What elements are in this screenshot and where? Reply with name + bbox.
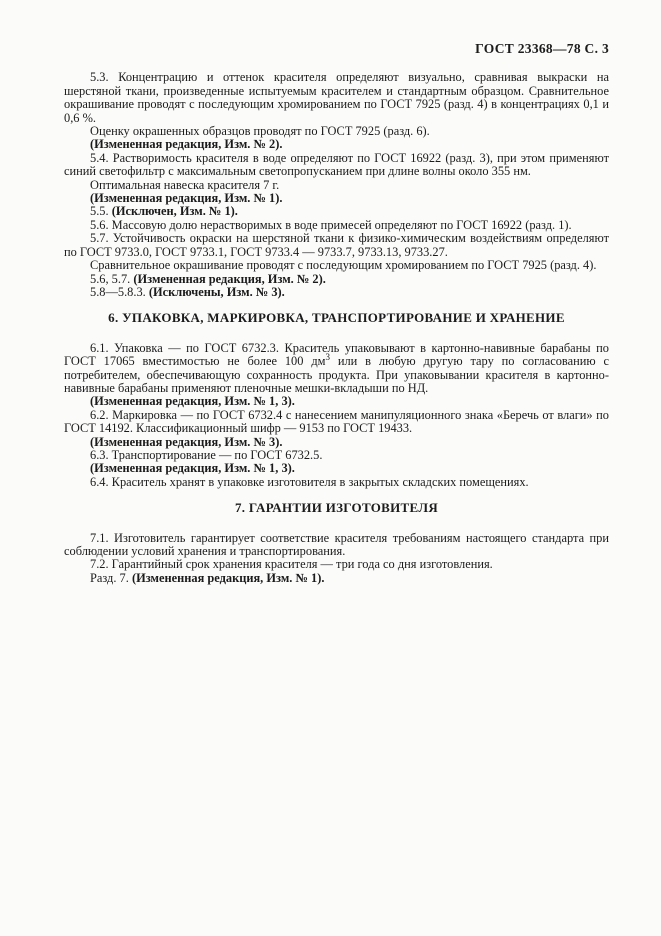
paragraph xyxy=(64,273,609,286)
text-run: 6.4. Краситель хранят в упаковке изготовителя в закрытых складских помещениях. xyxy=(90,474,529,489)
text-run: (Измененная редакция, Изм. № 2). xyxy=(90,137,283,152)
text-run: 5.3. Концентрацию и оттенок красителя определяют визуально, сравнивая выкраски на шерстяной ткани, произведенные испытуемым красителем и стандартным образцом. Сравнительное окрашивание проводят с последующим хромированием по ГОСТ 7925 (разд. 4) в концентрациях 0,1 и 0,6 %. xyxy=(64,70,609,125)
paragraph xyxy=(64,192,609,205)
text-run: 5.6. Массовую долю нерастворимых в воде примесей определяют по ГОСТ 16922 (разд. 1). xyxy=(90,217,572,232)
paragraph xyxy=(64,219,609,232)
text-run: 7.1. Изготовитель гарантирует соответствие красителя требованиям настоящего стандарта при соблюдении условий хранения и транспортирования. xyxy=(64,530,609,558)
paragraph xyxy=(64,476,609,489)
paragraph xyxy=(64,532,609,559)
text-run: Сравнительное окрашивание проводят с последующим хромированием по ГОСТ 7925 (разд. 4). xyxy=(90,258,597,273)
text-run: (Измененная редакция, Изм. № 1, 3). xyxy=(90,394,295,409)
paragraph xyxy=(64,449,609,462)
text-run: 5.8—5.8.3. xyxy=(90,284,149,299)
section-heading xyxy=(64,311,609,324)
text-run: 5.4. Растворимость красителя в воде определяют по ГОСТ 16922 (разд. 3), при этом применяют синий светофильтр с максимальным светопропусканием при длине волны около 355 нм. xyxy=(64,150,609,179)
paragraph xyxy=(64,409,609,436)
paragraph xyxy=(64,125,609,138)
text-run: (Исключены, Изм. № 3). xyxy=(148,284,285,299)
text-run: 3 xyxy=(325,352,330,362)
text-run: Оптимальная навеска красителя 7 г. xyxy=(90,177,280,192)
text-run: Оценку окрашенных образцов проводят по ГОСТ 7925 (разд. 6). xyxy=(90,124,430,139)
text-run: Разд. 7. xyxy=(90,570,132,585)
text-run: (Измененная редакция, Изм. № 1). xyxy=(90,191,283,206)
text-run: 6.2. Маркировка — по ГОСТ 6732.4 с нанесением манипуляционного знака «Беречь от влаги» по ГОСТ 14192. Классификационный шифр — 9153 по ГОСТ 19433. xyxy=(64,407,609,436)
paragraph xyxy=(64,462,609,475)
text-run: 6. УПАКОВКА, МАРКИРОВКА, ТРАНСПОРТИРОВАНИЕ И ХРАНЕНИЕ xyxy=(108,310,565,326)
paragraph xyxy=(64,572,609,585)
paragraph xyxy=(64,558,609,571)
paragraph xyxy=(64,179,609,192)
text-run: (Измененная редакция, Изм. № 1). xyxy=(131,570,325,585)
text-run: (Измененная редакция, Изм. № 3). xyxy=(90,434,283,449)
paragraph xyxy=(64,342,609,396)
text-run: 7. ГАРАНТИИ ИЗГОТОВИТЕЛЯ xyxy=(234,500,439,516)
paragraph xyxy=(64,395,609,408)
paragraph xyxy=(64,152,609,179)
text-run: (Измененная редакция, Изм. № 2). xyxy=(133,271,326,286)
document-body xyxy=(64,71,609,585)
paragraph xyxy=(64,71,609,125)
paragraph xyxy=(64,205,609,218)
paragraph xyxy=(64,259,609,272)
text-run: 6.3. Транспортирование — по ГОСТ 6732.5. xyxy=(90,447,323,462)
paragraph xyxy=(64,286,609,299)
paragraph xyxy=(64,436,609,449)
page-header: ГОСТ 23368—78 С. 3 xyxy=(475,41,609,56)
paragraph xyxy=(64,138,609,151)
text-run: 5.7. Устойчивость окраски на шерстяной ткани к физико-химическим воздействиям определяют по ГОСТ 9733.0, ГОСТ 9733.1, ГОСТ 9733.4 — 9733.7, 9733.13, 9733.27. xyxy=(64,231,609,259)
text-run: 5.6, 5.7. xyxy=(90,271,134,286)
text-run: (Исключен, Изм. № 1). xyxy=(111,204,238,219)
text-run: (Измененная редакция, Изм. № 1, 3). xyxy=(90,461,295,476)
section-heading xyxy=(64,501,609,514)
text-run: 6.1. Упаковка — по ГОСТ 6732.3. Краситель упаковывают в картонно-навивные барабаны по ГОСТ 17065 вместимостью не более 100 дм xyxy=(64,340,609,369)
text-run: или в любую другую тару по согласованию с потребителем, обеспечивающую сохранность продукта. При упаковывании красителя в картонно-навивные барабаны применяют пленочные мешки-вкладыши по НД. xyxy=(64,354,609,395)
text-run: 7.2. Гарантийный срок хранения красителя — три года со дня изготовления. xyxy=(90,557,493,572)
paragraph xyxy=(64,232,609,259)
text-run: 5.5. xyxy=(90,204,112,219)
